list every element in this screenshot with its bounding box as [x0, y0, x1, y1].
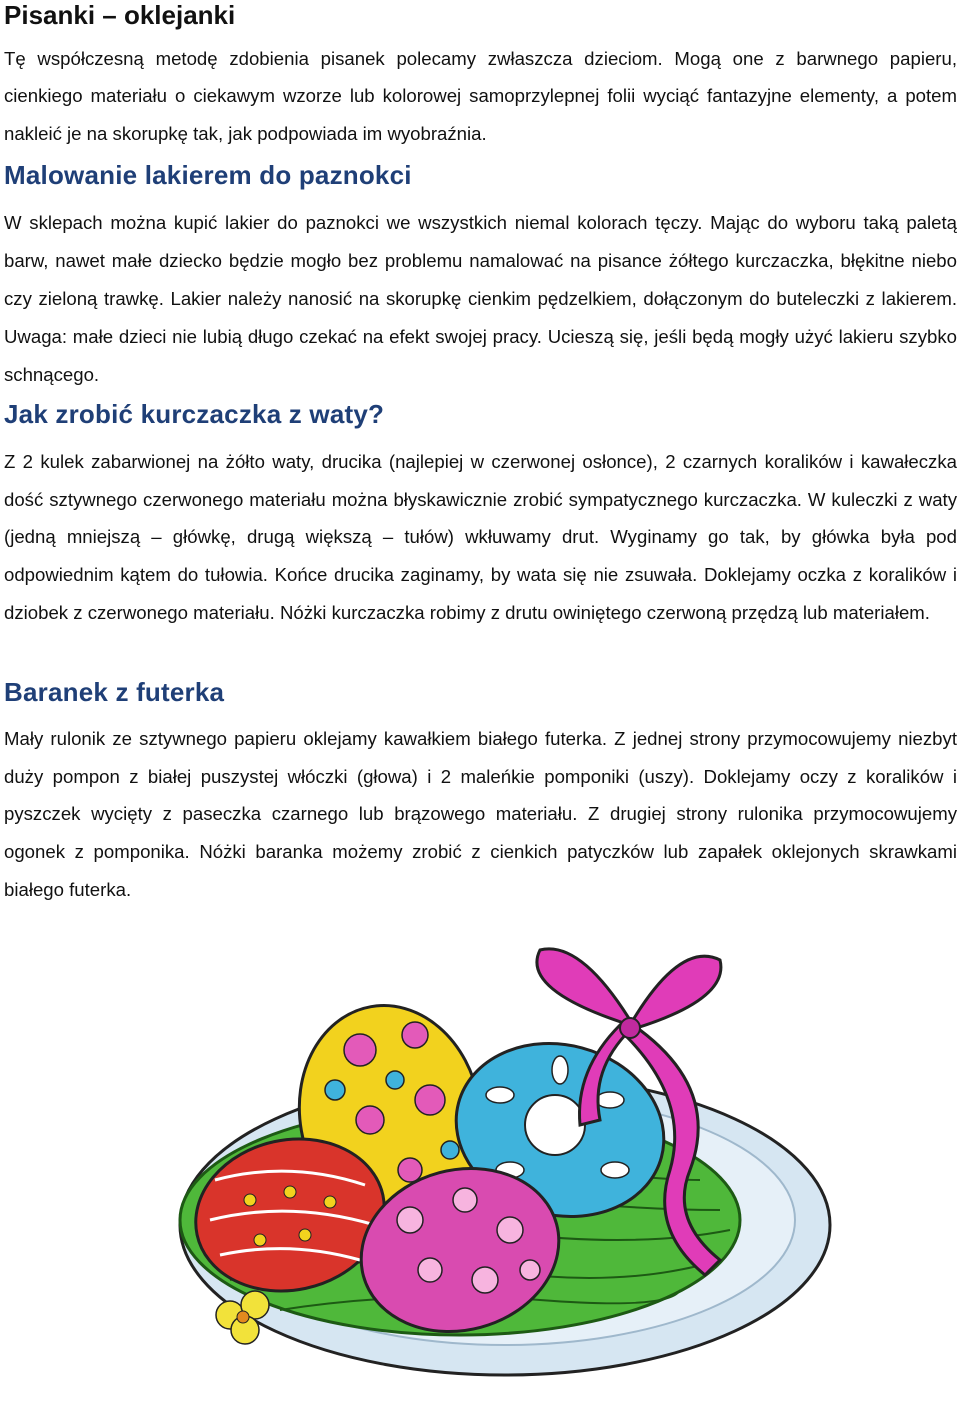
ribbon-loop-left: [537, 949, 630, 1025]
ribbon-loop-right: [630, 956, 721, 1030]
paragraph-intro: Tę współczesną metodę zdobienia pisanek polecamy zwłaszcza dzieciom. Mogą one z barwnego papieru, cienkiego materiału o ciekawym wzorze lub kolorowej samoprzylepnej folii wyciąć fantazyjne elementy, a potem nakleić je na skorupkę tak, jak podpowiada im wyobraźnia.: [4, 48, 957, 144]
paragraph-lamb: Mały rulonik ze sztywnego papieru oklejamy kawałkiem białego futerka. Z jednej strony przymocowujemy niezbyt duży pompon z białej puszystej włóczki (głowa) i 2 maleńkie pomponiki (uszy). Doklejamy oczy z koralików i pyszczek wycięty z paseczka czarnego lub brązowego materiału. Z drugiej strony rulonika przymocowujemy ogonek z pomponika. Nóżki baranka możemy zrobić z cienkich patyczków lub zapałek oklejonych skrawkami białego futerka.: [4, 728, 957, 900]
section-heading-lamb: Baranek z futerka: [4, 677, 225, 707]
paragraph-chick: Z 2 kulek zabarwionej na żółto waty, drucika (najlepiej w czerwonej osłonce), 2 czarnych koralików i kawałeczka dość sztywnego czerwonego materiału można błyskawicznie zrobić sympatycznego kurczaczka. W kuleczki z waty (jedną mniejszą – główkę, drugą większą – tułów) wkłuwamy drut. Wyginamy go tak, by główka była pod odpowiednim kątem do tułowia. Końce drucika zaginamy, by wata się nie zsuwała. Doklejamy oczka z koralików i dziobek z czerwonego materiału. Nóżki kurczaczka robimy z drutu owiniętego czerwoną przędzą lub materiałem.: [4, 451, 957, 623]
paragraph-nail-polish: W sklepach można kupić lakier do paznokci we wszystkich niemal kolorach tęczy. Mając do wyboru taką paletą barw, nawet małe dziecko będzie mogło bez problemu namalować na pisance żółtego kurczaczka, błękitne niebo czy zieloną trawkę. Lakier należy nanosić na skorupkę cienkim pędzelkiem, dołączonym do buteleczki z lakierem. Uwaga: małe dzieci nie lubią długo czekać na efekt swojej pracy. Ucieszą się, jeśli będą mogły użyć lakieru szybko schnącego.: [4, 212, 957, 385]
easter-eggs-basket-icon: [160, 930, 850, 1380]
section-heading-nail-polish: Malowanie lakierem do paznokci: [4, 160, 412, 190]
page-title: Pisanki – oklejanki: [4, 0, 236, 30]
section-heading-chick: Jak zrobić kurczaczka z waty?: [4, 399, 385, 429]
